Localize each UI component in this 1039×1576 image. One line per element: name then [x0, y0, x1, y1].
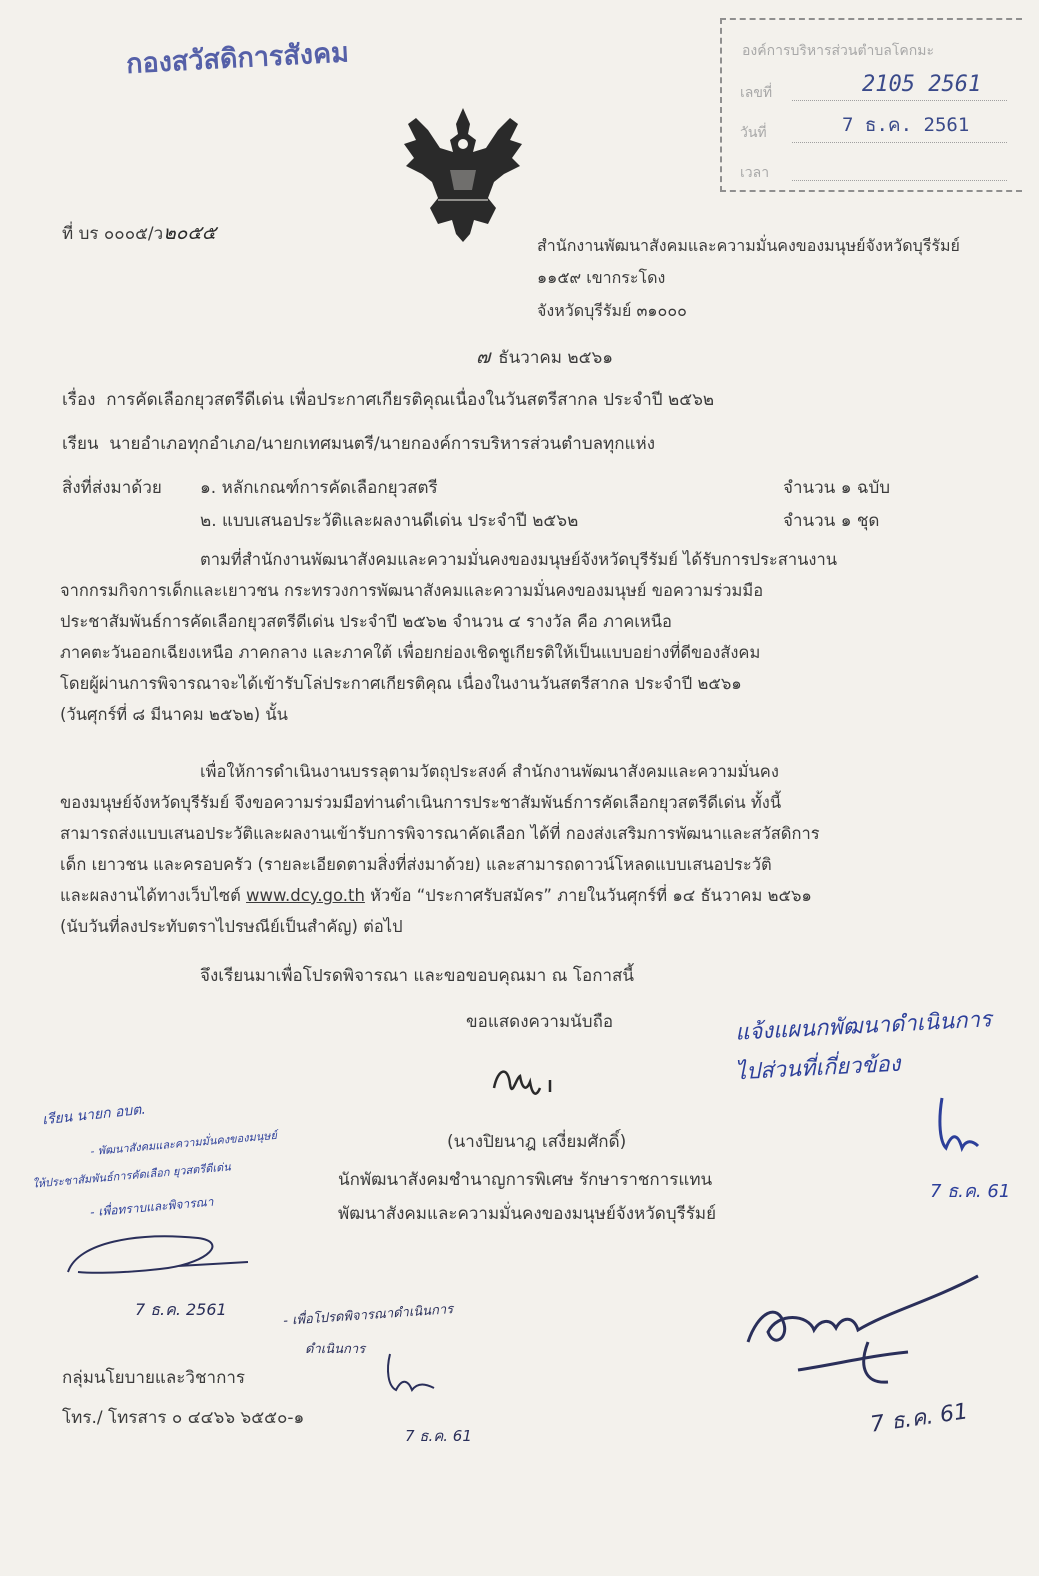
handwritten-note-left-4: - เพื่อทราบและพิจารณา — [89, 1194, 214, 1220]
website-link[interactable]: www.dcy.go.th — [246, 886, 365, 905]
signer-title-1: นักพัฒนาสังคมชำนาญการพิเศษ รักษาราชการแทน — [338, 1170, 713, 1190]
enclosure-item-2: ๒. แบบเสนอประวัติและผลงานดีเด่น ประจำปี ๒๕๖๒ — [200, 511, 579, 531]
reference-number: ที่ บร ๐๐๐๕/ว๒๐๕๕ — [62, 222, 217, 244]
signer-title-2: พัฒนาสังคมและความมั่นคงของมนุษย์จังหวัดบุรีรัมย์ — [338, 1204, 717, 1224]
handwritten-date-bottom: 7 ธ.ค. 61 — [405, 1427, 472, 1445]
handwritten-note-middle: - เพื่อโปรดพิจารณาดำเนินการ — [282, 1302, 454, 1329]
enclosure-qty-1: จำนวน ๑ ฉบับ — [783, 478, 891, 498]
handwritten-signature-right — [738, 1272, 988, 1402]
enclosure-label: สิ่งที่ส่งมาด้วย — [62, 478, 162, 498]
receipt-org: องค์การบริหารส่วนตำบลโคกมะ — [742, 43, 934, 59]
date-day-handwritten: ๗ — [476, 346, 491, 368]
closing-salutation: ขอแสดงความนับถือ — [466, 1012, 614, 1032]
handwritten-note-left-1: เรียน นายก อบต. — [41, 1101, 147, 1129]
receipt-no-value: 2105 2561 — [862, 72, 982, 97]
department-stamp: กองสวัสดิการสังคม — [125, 37, 350, 80]
handwritten-signature-left — [58, 1222, 258, 1292]
handwritten-date-left: 7 ธ.ค. 2561 — [135, 1300, 227, 1319]
handwritten-note-middle-2: ดำเนินการ — [305, 1342, 366, 1357]
office-address: ๑๑๕๙ เขากระโดง — [537, 268, 666, 287]
enclosure-qty-2: จำนวน ๑ ชุด — [783, 511, 880, 531]
body-paragraph-2: เพื่อให้การดำเนินงานบรรลุตามวัตถุประสงค์ สำนักงานพัฒนาสังคมและความมั่นคง ของมนุษย์จังหวัดบุรีรัมย์ จึงขอความร่วมมือท่านดำเนินการประชาสัมพันธ์การคัดเลือกยุวสตรีดีเด่น ทั้งนี้ สามารถส่งแบบเสนอประวัติและผลงานเข้ารับการพิจารณาคัดเลือก ได้ที่ กองส่งเสริมการพัฒนาและสวัสดิการ เด็ก เยาวชน และครอบครัว (รายละเอียดตามสิ่งที่ส่งมาด้วย) และสามารถดาวน์โหลดแบบเสนอประวัติ และผลงานได้ทางเว็บไซต์ www.dcy.go.th หัวข้อ “ประกาศรับสมัคร” ภายในวันศุกร์ที่ ๑๔ ธันวาคม ๒๕๖๑ (นับวันที่ลงประทับตราไปรษณีย์เป็นสำคัญ) ต่อไป — [60, 762, 820, 936]
enclosure-item-1: ๑. หลักเกณฑ์การคัดเลือกยุวสตรี — [200, 478, 438, 498]
receipt-no-label: เลขที่ — [740, 85, 773, 101]
receipt-date-label: วันที่ — [740, 125, 767, 141]
garuda-emblem — [398, 100, 528, 250]
letter-date: ๗ ธันวาคม ๒๕๖๑ — [476, 346, 614, 368]
signer-signature — [486, 1058, 576, 1108]
receipt-stamp — [720, 18, 1022, 192]
handwritten-initial-right — [928, 1092, 988, 1162]
subject-text: การคัดเลือกยุวสตรีดีเด่น เพื่อประกาศเกียรติคุณเนื่องในวันสตรีสากล ประจำปี ๒๕๖๒ — [106, 390, 715, 410]
receipt-date-value: 7 ธ.ค. 2561 — [842, 114, 970, 136]
contact-unit: กลุ่มนโยบายและวิชาการ — [62, 1368, 246, 1388]
handwritten-note-right-2: ไปส่วนที่เกี่ยวข้อง — [734, 1051, 902, 1086]
office-name: สำนักงานพัฒนาสังคมและความมั่นคงของมนุษย์จังหวัดบุรีรัมย์ — [537, 236, 960, 255]
handwritten-date-signature-right: 7 ธ.ค. 61 — [868, 1399, 970, 1438]
closing-request: จึงเรียนมาเพื่อโปรดพิจารณา และขอขอบคุณมา ณ โอกาสนี้ — [200, 966, 635, 986]
body-paragraph-1: ตามที่สำนักงานพัฒนาสังคมและความมั่นคงของมนุษย์จังหวัดบุรีรัมย์ ได้รับการประสานงาน จากกรมกิจการเด็กและเยาวชน กระทรวงการพัฒนาสังคมและความมั่นคงของมนุษย์ ขอความร่วมมือ ประชาสัมพันธ์การคัดเลือกยุวสตรีดีเด่น ประจำปี ๒๕๖๒ จำนวน ๔ รางวัล คือ ภาคเหนือ ภาคตะวันออกเฉียงเหนือ ภาคกลาง และภาคใต้ เพื่อยกย่องเชิดชูเกียรติให้เป็นแบบอย่างที่ดีของสังคม โดยผู้ผ่านการพิจารณาจะได้เข้ารับโล่ประกาศเกียรติคุณ เนื่องในงานวันสตรีสากล ประจำปี ๒๕๖๑ (วันศุกร์ที่ ๘ มีนาคม ๒๕๖๒) นั้น — [60, 550, 838, 724]
handwritten-note-right-1: แจ้งแผนกพัฒนาดำเนินการ — [734, 1007, 993, 1046]
signer-name: (นางปิยนาฎ เสงี่ยมศักดิ์) — [447, 1132, 627, 1152]
handwritten-initial-middle — [376, 1350, 446, 1400]
office-province: จังหวัดบุรีรัมย์ ๓๑๐๐๐ — [537, 301, 687, 320]
recipient-line: เรียน นายอำเภอทุกอำเภอ/นายกเทศมนตรี/นายกองค์การบริหารส่วนตำบลทุกแห่ง — [62, 434, 655, 454]
recipient-text: นายอำเภอทุกอำเภอ/นายกเทศมนตรี/นายกองค์การบริหารส่วนตำบลทุกแห่ง — [109, 434, 655, 454]
handwritten-note-left-2: - พัฒนาสังคมและความมั่นคงของมนุษย์ — [89, 1128, 278, 1159]
contact-phone: โทร./ โทรสาร ๐ ๔๔๖๖ ๖๕๕๐-๑ — [62, 1408, 305, 1428]
receipt-time-label: เวลา — [740, 165, 770, 181]
subject-line: เรื่อง การคัดเลือกยุวสตรีดีเด่น เพื่อประกาศเกียรติคุณเนื่องในวันสตรีสากล ประจำปี ๒๕๖๒ — [62, 390, 715, 410]
handwritten-date-right: 7 ธ.ค. 61 — [930, 1181, 1011, 1202]
handwritten-note-left-3: ให้ประชาสัมพันธ์การคัดเลือก ยุวสตรีดีเด่น — [31, 1160, 232, 1191]
reference-handwritten: ๒๐๕๕ — [163, 222, 217, 244]
